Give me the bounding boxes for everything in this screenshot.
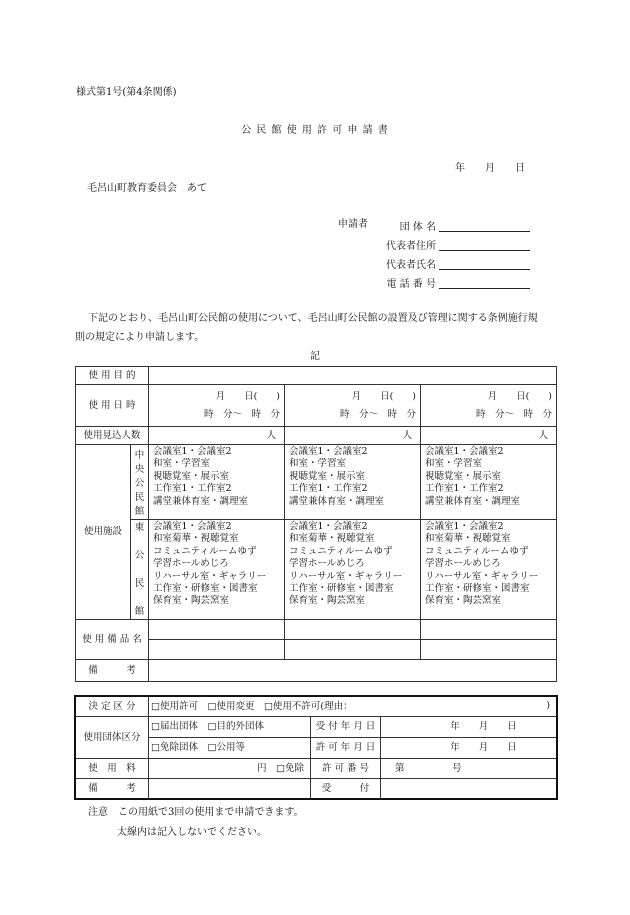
date-time-1: 時 分～ 時 分	[203, 408, 280, 420]
central-room-line: 工作室1・工作室2	[425, 483, 504, 495]
east-room-line: 和室菊華・視聴覚室	[153, 533, 239, 545]
east-room-line: 工作室・研修室・図書室	[425, 583, 530, 595]
people-field-3[interactable]: 人	[421, 427, 557, 445]
east-room-line: 学習ホールめじろ	[425, 558, 501, 570]
east-rooms-3[interactable]	[421, 520, 557, 620]
date-day-2: 月 日( )	[351, 390, 416, 402]
purpose-row	[76, 367, 557, 385]
body-text-line-2: 則の規定により申請します。	[75, 332, 205, 343]
decision-row	[76, 697, 557, 717]
permit-no-field[interactable]: 第 号	[381, 759, 557, 779]
equipment-field-1a[interactable]	[149, 620, 285, 640]
rep-name-field[interactable]	[439, 269, 530, 270]
remarks-label: 備 考	[76, 660, 149, 682]
decision-options-text: □使用許可 □使用変更 □使用不許可(理由：	[151, 700, 353, 712]
east-room-line: 和室菊華・視聴覚室	[289, 533, 375, 545]
central-room-line: 会議室1・会議室2	[425, 446, 504, 457]
purpose-label: 使 用 目 的	[76, 367, 149, 385]
east-room-line: 会議室1・会議室2	[425, 521, 504, 532]
office-remarks-field[interactable]	[149, 779, 311, 799]
group-class-options-2[interactable]: □免除団体 □公用等	[149, 738, 311, 759]
rep-address-label: 代表者住所	[386, 241, 436, 252]
central-room-line: 視聴覚室・展示室	[425, 470, 502, 482]
note-1: 注意 この用紙で3回の使用まで申請できます。	[88, 807, 304, 818]
equipment-field-3b[interactable]	[421, 640, 557, 660]
east-room-line: 保育室・陶芸窯室	[289, 595, 366, 607]
east-facility-row	[76, 520, 557, 620]
equipment-row-2	[76, 640, 557, 660]
date-day-1: 月 日( )	[215, 390, 280, 402]
form-number: 様式第1号(第4条関係)	[76, 87, 177, 98]
fee-label: 使 用 料	[76, 759, 149, 779]
east-label: 東 公 民 館	[131, 520, 149, 620]
office-use-table	[75, 696, 557, 799]
applicant-name-row	[328, 256, 538, 270]
group-class-label: 使用団体区分	[76, 717, 149, 759]
equipment-row-1	[76, 620, 557, 640]
group-name-field[interactable]	[439, 231, 530, 232]
phone-field[interactable]	[439, 288, 530, 289]
body-text-line-1: 下記のとおり、毛呂山町公民館の使用について、毛呂山町公民館の設置及び管理に関する条例施行規	[88, 313, 538, 324]
fee-row	[76, 759, 557, 779]
east-room-line: コミュニティルームゆず	[425, 545, 529, 557]
central-room-line: 会議室1・会議室2	[153, 446, 232, 457]
date-day-3: 月 日( )	[487, 390, 553, 402]
central-label: 中 央 公 民 館	[131, 445, 149, 520]
application-table	[75, 366, 557, 682]
central-rooms-1[interactable]	[149, 445, 285, 520]
central-room-line: 工作室1・工作室2	[153, 483, 232, 495]
date-line: 年 月 日	[455, 163, 525, 174]
applicant-group-row	[328, 218, 538, 232]
east-room-line: コミュニティルームゆず	[153, 545, 257, 557]
group-class-options-1[interactable]: □届出団体 □目的外団体	[149, 717, 311, 738]
date-time-2: 時 分～ 時 分	[339, 408, 416, 420]
page-title: 公 民 館 使 用 許 可 申 請 書	[241, 125, 389, 136]
people-row	[76, 427, 557, 445]
applicant-prefix: 申請者	[338, 219, 368, 230]
addressee: 毛呂山町教育委員会 あて	[87, 183, 207, 194]
remarks-field[interactable]	[149, 660, 557, 682]
purpose-field[interactable]	[149, 367, 557, 385]
people-field-2[interactable]: 人	[285, 427, 421, 445]
receipt-label: 受 付	[311, 779, 381, 799]
equipment-label: 使 用 備 品 名	[76, 620, 149, 660]
rep-address-field[interactable]	[439, 250, 530, 251]
equipment-field-2a[interactable]	[285, 620, 421, 640]
east-rooms-1[interactable]	[149, 520, 285, 620]
equipment-field-1b[interactable]	[149, 640, 285, 660]
central-room-line: 講堂兼体育室・調理室	[425, 495, 521, 507]
central-facility-row	[76, 445, 557, 520]
permit-date-field[interactable]: 年 月 日	[381, 738, 557, 759]
east-room-line: 工作室・研修室・図書室	[153, 583, 258, 595]
central-room-line: 講堂兼体育室・調理室	[153, 495, 249, 507]
group-class-row-1	[76, 717, 557, 738]
central-room-line: 視聴覚室・展示室	[289, 470, 366, 482]
people-field-1[interactable]: 人	[149, 427, 285, 445]
central-room-line: 講堂兼体育室・調理室	[289, 495, 385, 507]
people-label: 使用見込人数	[76, 427, 149, 445]
date-field-3[interactable]	[421, 385, 557, 427]
received-date-field[interactable]: 年 月 日	[381, 717, 557, 738]
central-room-line: 工作室1・工作室2	[289, 483, 368, 495]
east-room-line: リハーサル室・ギャラリー	[153, 570, 267, 582]
date-field-2[interactable]	[285, 385, 421, 427]
east-room-line: 学習ホールめじろ	[153, 558, 229, 570]
east-rooms-2[interactable]	[285, 520, 421, 620]
office-remarks-label: 備 考	[76, 779, 149, 799]
central-room-line: 会議室1・会議室2	[289, 446, 368, 457]
office-remarks-row	[76, 779, 557, 799]
applicant-phone-row	[328, 275, 538, 289]
received-date-label: 受 付 年 月 日	[311, 717, 381, 738]
fee-field[interactable]: 円 □免除	[149, 759, 311, 779]
central-room-line: 和室・学習室	[289, 458, 347, 470]
central-room-line: 和室・学習室	[153, 458, 211, 470]
group-name-label: 団 体 名	[399, 222, 436, 233]
central-rooms-3[interactable]	[421, 445, 557, 520]
date-field-1[interactable]	[149, 385, 285, 427]
date-label: 使 用 日 時	[76, 385, 149, 427]
east-room-line: 保育室・陶芸窯室	[153, 595, 230, 607]
phone-label: 電 話 番 号	[386, 279, 436, 290]
east-room-line: 学習ホールめじろ	[289, 558, 365, 570]
date-time-3: 時 分～ 時 分	[476, 408, 553, 420]
east-room-line: リハーサル室・ギャラリー	[289, 570, 403, 582]
east-room-line: リハーサル室・ギャラリー	[425, 570, 539, 582]
east-room-line: 和室菊華・視聴覚室	[425, 533, 511, 545]
central-room-line: 和室・学習室	[425, 458, 483, 470]
equipment-field-2b[interactable]	[285, 640, 421, 660]
facility-label: 使用施設	[76, 445, 131, 620]
receipt-field[interactable]	[381, 779, 557, 799]
east-room-line: コミュニティルームゆず	[289, 545, 393, 557]
ki-label: 記	[310, 351, 320, 362]
permit-no-label: 許 可 番 号	[311, 759, 381, 779]
east-room-line: 工作室・研修室・図書室	[289, 583, 394, 595]
decision-options[interactable]	[149, 697, 557, 717]
rep-name-label: 代表者氏名	[386, 260, 436, 271]
remarks-row	[76, 660, 557, 682]
decision-close: )	[546, 700, 551, 711]
east-room-line: 会議室1・会議室2	[289, 521, 368, 532]
decision-label: 決 定 区 分	[76, 697, 149, 717]
central-rooms-2[interactable]	[285, 445, 421, 520]
group-class-row-2	[76, 738, 557, 759]
permit-date-label: 許 可 年 月 日	[311, 738, 381, 759]
east-room-line: 保育室・陶芸窯室	[425, 595, 502, 607]
note-2: 太線内は記入しないでください。	[117, 827, 267, 838]
equipment-field-3a[interactable]	[421, 620, 557, 640]
central-room-line: 視聴覚室・展示室	[153, 470, 230, 482]
date-row	[76, 385, 557, 427]
applicant-address-row	[328, 237, 538, 251]
east-room-line: 会議室1・会議室2	[153, 521, 232, 532]
